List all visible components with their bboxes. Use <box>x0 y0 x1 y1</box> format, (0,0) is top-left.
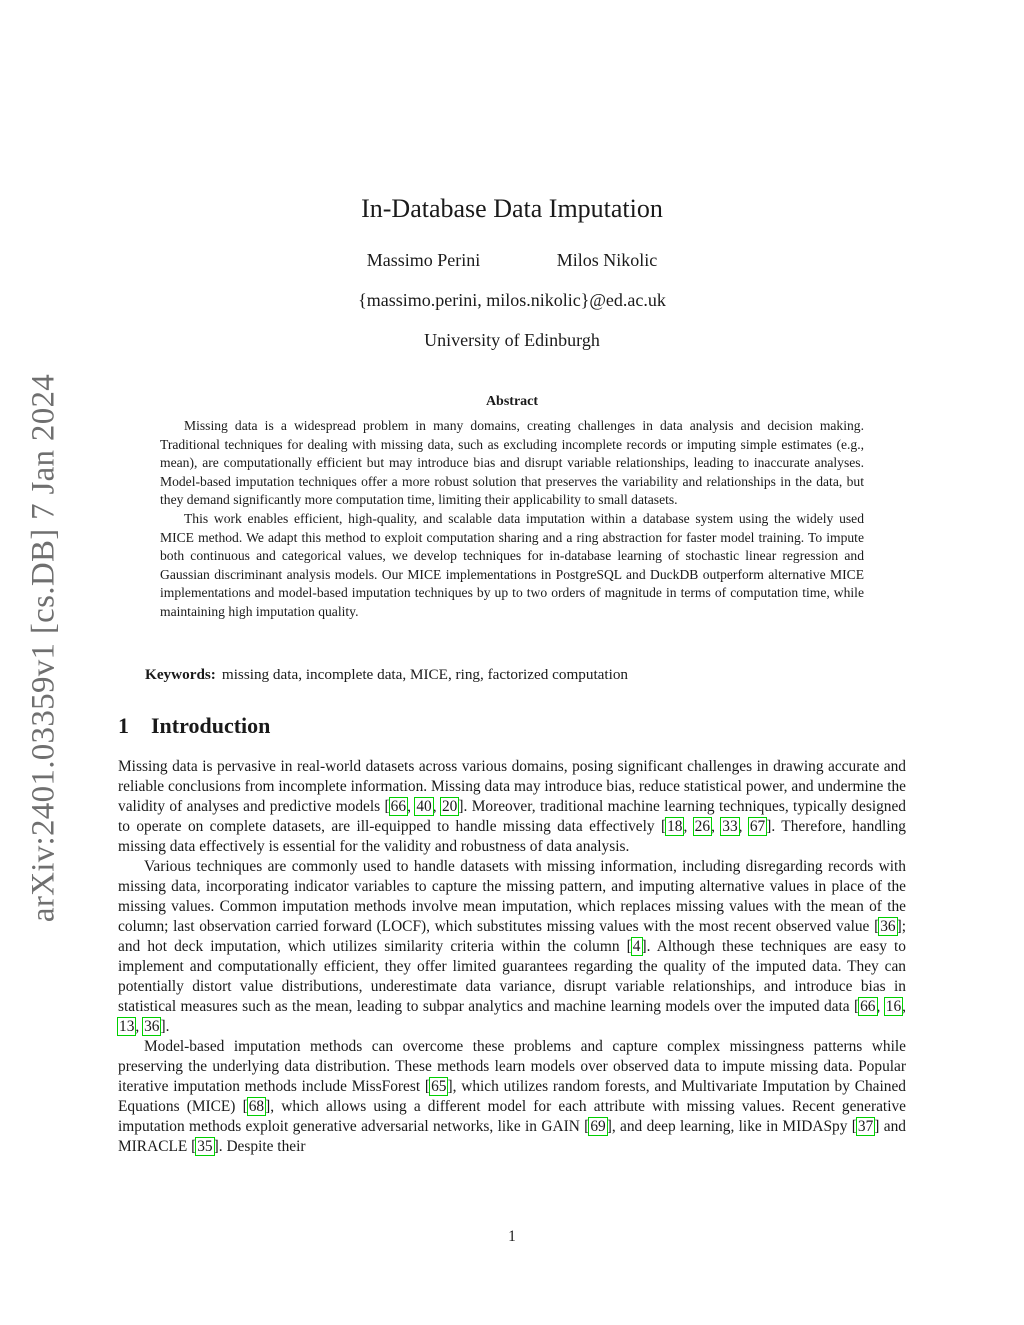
text-run: ]. <box>160 1018 170 1035</box>
citation-link[interactable]: 67 <box>749 818 766 835</box>
citation-link[interactable]: 69 <box>590 1118 606 1135</box>
affiliation: University of Edinburgh <box>424 330 600 350</box>
text-run: ], and deep learning, like in MIDASpy [ <box>606 1118 857 1135</box>
section-title: Introduction <box>151 713 271 738</box>
keywords <box>145 666 885 684</box>
citation-link[interactable]: 18 <box>667 818 683 835</box>
section-number: 1 <box>118 713 129 738</box>
author-emails: {massimo.perini, milos.nikolic}@ed.ac.uk <box>358 290 666 310</box>
keywords-label: Keywords: <box>145 666 216 683</box>
citation-link[interactable]: 40 <box>416 798 432 815</box>
page-number: 1 <box>508 1228 516 1245</box>
citation-link[interactable]: 66 <box>390 798 407 815</box>
citation-link[interactable]: 36 <box>880 918 896 935</box>
citation-link[interactable]: 68 <box>248 1098 265 1115</box>
body-paragraph: Various techniques are commonly used to handle datasets with missing information, including disregarding records with missing data, incorporating indicator variables to capture the missing pattern, and imputing alternative values in place of the missing values. Common imputation methods involve mean imputation, which replaces missing values with the mean of the column; last observation carried forward (LOCF), which substitutes missing values with the most recent observed value [36]; and hot deck imputation, which utilizes similarity criteria within the column [4]. Although these techniques are easy to implement and computationally efficient, they offer limited guarantees regarding the quality of the imputed data. They can potentially distort value distributions, underestimate data variance, disrupt variable relationships, and introduce bias in statistical measures such as the mean, leading to subpar analytics and machine learning models over the imputed data [66, 16, 13, 36]. <box>118 858 906 1035</box>
citation-link[interactable]: 33 <box>722 818 738 835</box>
text-run: ]. Although these techniques are easy to implement and computationally efficient, they offer limited guarantees regarding the quality of the imputed data. They can potentially distort value distributions, underestimate data variance, disrupt variable relationships, and introduce bias in statistical measures such as the mean, leading to subpar analytics and machine learning models over the imputed data [ <box>118 938 906 1015</box>
abstract-heading: Abstract <box>485 394 539 409</box>
abstract-paragraph: This work enables efficient, high-quality, and scalable data imputation within a database system using the widely used MICE method. We adapt this method to exploit computation sharing and a ring abstraction for faster model training. To impute both continuous and categorical values, we develop techniques for in-database learning of stochastic linear regression and Gaussian discriminant analysis models. Our MICE implementations in PostgreSQL and DuckDB outperform alternative MICE implementations and model-based imputation techniques by up to two orders of magnitude in terms of computation time, while maintaining high imputation quality. <box>160 510 864 619</box>
text-run: ]; and hot deck imputation, which utilizes similarity criteria within the column [ <box>118 918 906 955</box>
citation-link[interactable]: 4 <box>632 938 641 955</box>
body-paragraph <box>118 1037 906 1157</box>
text-run: ], which allows using a different model for each attribute with missing values. Recent generative imputation methods exploit generative adversarial networks, like in GAIN [ <box>118 1098 906 1135</box>
citation-link[interactable]: 66 <box>860 998 876 1015</box>
text-run: ], which utilizes random forests, and Multivariate Imputation by Chained Equations (MICE) [ <box>118 1078 907 1115</box>
text-run: ]. Moreover, traditional machine learning techniques, typically designed to operate on complete datasets, are ill-equipped to handle missing data effectively [ <box>118 798 907 835</box>
citation-link[interactable]: 16 <box>885 998 902 1015</box>
author-name: Massimo Perini <box>366 250 481 270</box>
abstract <box>160 417 864 622</box>
citation-link[interactable]: 20 <box>441 798 458 815</box>
author-name: Milos Nikolic <box>556 250 658 270</box>
text-run: Model-based imputation methods can overcome these problems and capture complex missingness patterns while preserving the underlying data distribution. These methods learn models over observed data to impute missing data. Popular iterative imputation methods include MissForest [ <box>118 1038 906 1095</box>
citation-link[interactable]: 13 <box>119 1018 135 1035</box>
text-run: ]. Therefore, handling missing data effectively is essential for the validity and robustness of data analysis. <box>118 818 907 855</box>
text-run: ] and MIRACLE [ <box>118 1118 906 1155</box>
abstract-paragraph: Missing data is a widespread problem in many domains, creating challenges in data analysis and decision making. Traditional techniques for dealing with missing data, such as excluding incomplete records or imputing simple estimates (e.g., mean), are computationally efficient but may introduce bias and disrupt variable relationships, leading to inaccurate analyses. Model-based imputation techniques offer a more robust solution that preserves the variability and relationships in the data, but they demand significantly more computation time, limiting their applicability to small datasets. <box>160 418 864 508</box>
citation-link[interactable]: 26 <box>694 818 711 835</box>
text-run: Various techniques are commonly used to handle datasets with missing information, including disregarding records with missing data, incorporating indicator variables to capture the missing pattern, and imputing alternative values in place of the missing values. Common imputation methods involve mean imputation, which replaces missing values with the mean of the column; last observation carried forward (LOCF), which substitutes missing values with the most recent observed value [ <box>118 858 906 935</box>
text-run: ]. Despite their <box>213 1138 306 1155</box>
arxiv-stamp: arXiv:2401.03359v1 [cs.DB] 7 Jan 2024 <box>25 373 62 923</box>
text-run: Missing data is pervasive in real-world datasets across various domains, posing significant challenges in drawing accurate and reliable conclusions from incomplete information. Missing data may introduce bias, reduce statistical power, and undermine the validity of analyses and predictive models [ <box>118 758 906 815</box>
paper-title: In-Database Data Imputation <box>361 194 663 223</box>
section-heading <box>118 713 270 739</box>
body-paragraph: Missing data is pervasive in real-world datasets across various domains, posing significant challenges in drawing accurate and reliable conclusions from incomplete information. Missing data may introduce bias, reduce statistical power, and undermine the validity of analyses and predictive models [66, 40, 20]. Moreover, traditional machine learning techniques, typically designed to operate on complete datasets, are ill-equipped to handle missing data effectively [18, 26, 33, 67]. Therefore, handling missing data effectively is essential for the validity and robustness of data analysis. <box>118 758 907 855</box>
body-text <box>118 757 906 1157</box>
citation-link[interactable]: 65 <box>431 1078 447 1095</box>
keywords-text: missing data, incomplete data, MICE, ring, factorized computation <box>221 666 629 683</box>
citation-link[interactable]: 35 <box>197 1138 213 1155</box>
citation-link[interactable]: 37 <box>857 1118 874 1135</box>
author-list <box>0 250 1024 271</box>
citation-link[interactable]: 36 <box>144 1018 160 1035</box>
